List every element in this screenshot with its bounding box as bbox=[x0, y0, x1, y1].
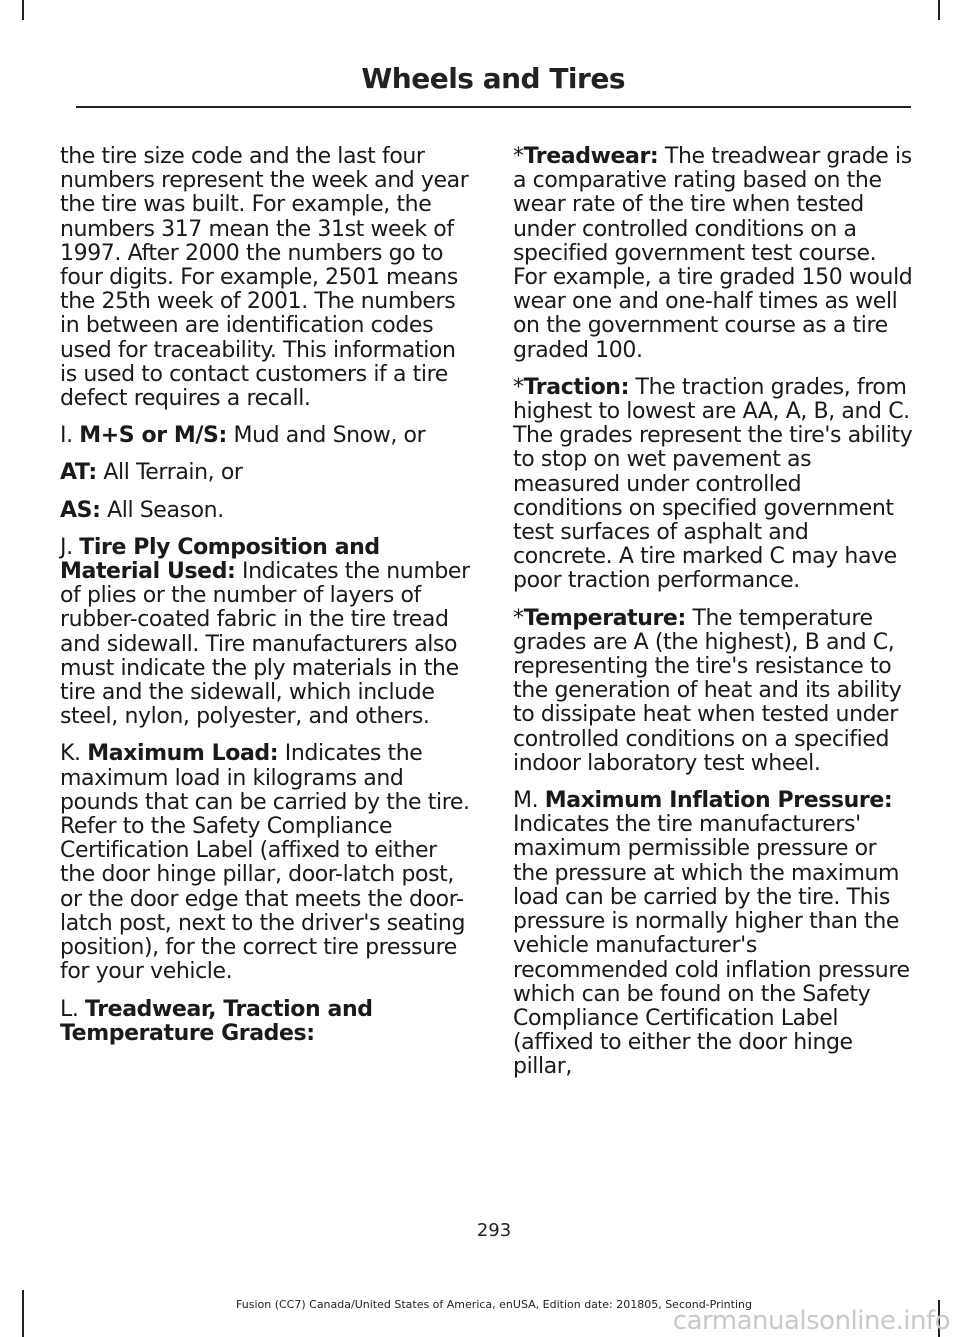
watermark: carmanualsonline.info bbox=[672, 1306, 950, 1336]
paragraph-p7 bbox=[60, 998, 478, 1046]
paragraph-p2 bbox=[60, 424, 478, 448]
body-text: Indicates the tire manufacturers' maximum permissible pressure or the pressure at which the maximum load can be carried by the tire. This pressure is normally higher than the vehicle manufacturer's recommended cold inflation pressure which can be found on the Safety Compliance Certification Label (affixed to either the door hinge pillar, bbox=[513, 812, 910, 1080]
body-text: J. bbox=[60, 534, 80, 560]
body-text: Mud and Snow, or bbox=[226, 423, 426, 449]
term-label: Maximum Load: bbox=[87, 741, 279, 767]
page-number: 293 bbox=[476, 1220, 512, 1241]
term-label: AT: bbox=[60, 460, 97, 486]
term-label: Treadwear: bbox=[523, 144, 659, 169]
body-text: M. bbox=[513, 788, 545, 814]
body-text: * bbox=[513, 374, 524, 400]
term-label: Maximum Inflation Pressure: bbox=[544, 788, 893, 814]
paragraph-p6 bbox=[60, 742, 478, 984]
body-text: Indicates the number of plies or the number of layers of rubber-coated fabric in the tire tread and sidewall. Tire manufacturers also must indicate the ply materials in the tire and the sidewall, which include steel, nylon, polyester, and others. bbox=[60, 559, 470, 730]
body-text: Indicates the maximum load in kilograms and pounds that can be carried by the tire. Refer to the Safety Compliance Certification Label (affixed to either the door hinge pillar, door-latch post, or the door edge that meets the door-latch post, next to the driver's seating position), for the correct tire pressure for your vehicle. bbox=[60, 741, 470, 985]
left-column bbox=[60, 145, 478, 1059]
term-label: Treadwear, Traction and Temperature Grades: bbox=[60, 996, 373, 1046]
paragraph-p9 bbox=[513, 376, 913, 594]
edition-footer: Fusion (CC7) Canada/United States of America, enUSA, Edition date: 201805, Second-Printing bbox=[236, 1298, 752, 1311]
term-label: Traction: bbox=[523, 374, 629, 400]
term-label: Tire Ply Composition and Material Used: bbox=[60, 534, 380, 585]
body-text: K. bbox=[60, 741, 88, 767]
body-text: The temperature grades are A (the highest), B and C, representing the tire's resistance to the generation of heat and its ability to dissipate heat when tested under controlled conditions on a specified indoor laboratory test wheel. bbox=[513, 605, 902, 776]
paragraph-p10 bbox=[513, 607, 913, 776]
crop-mark-top-right bbox=[938, 0, 940, 20]
body-text: I. bbox=[60, 423, 80, 449]
body-text: The treadwear grade is a comparative rating based on the wear rate of the tire when tested under controlled conditions on a specified government test course. For example, a tire graded 150 would wear one and one-half times as well on the government course as a tire graded 100. bbox=[513, 144, 913, 363]
body-text: * bbox=[513, 144, 524, 169]
header-divider bbox=[76, 106, 911, 108]
right-column bbox=[513, 145, 913, 1093]
term-label: AS: bbox=[60, 497, 101, 523]
crop-mark-top-left bbox=[22, 0, 24, 20]
paragraph-p1 bbox=[60, 145, 478, 411]
paragraph-p4 bbox=[60, 499, 478, 523]
body-text: All Season. bbox=[100, 497, 224, 523]
paragraph-p5 bbox=[60, 536, 478, 730]
term-label: M+S or M/S: bbox=[79, 423, 227, 449]
body-text: * bbox=[513, 605, 524, 631]
page-title: Wheels and Tires bbox=[361, 62, 625, 95]
paragraph-p11 bbox=[513, 789, 913, 1079]
body-text: All Terrain, or bbox=[96, 460, 243, 486]
body-text: L. bbox=[60, 996, 86, 1022]
body-text: The traction grades, from highest to lowest are AA, A, B, and C. The grades represent the tire's ability to stop on wet pavement as measured under controlled conditions on specified government test surfaces of asphalt and concrete. A tire marked C may have poor traction performance. bbox=[513, 374, 913, 594]
body-text: the tire size code and the last four numbers represent the week and year the tire was built. For example, the numbers 317 mean the 31st week of 1997. After 2000 the numbers go to four digits. For example, 2501 means the 25th week of 2001. The numbers in between are identification codes used for traceability. This information is used to contact customers if a tire defect requires a recall. bbox=[60, 144, 469, 412]
term-label: Temperature: bbox=[523, 605, 686, 631]
paragraph-p3 bbox=[60, 461, 478, 485]
paragraph-p8 bbox=[513, 145, 913, 363]
